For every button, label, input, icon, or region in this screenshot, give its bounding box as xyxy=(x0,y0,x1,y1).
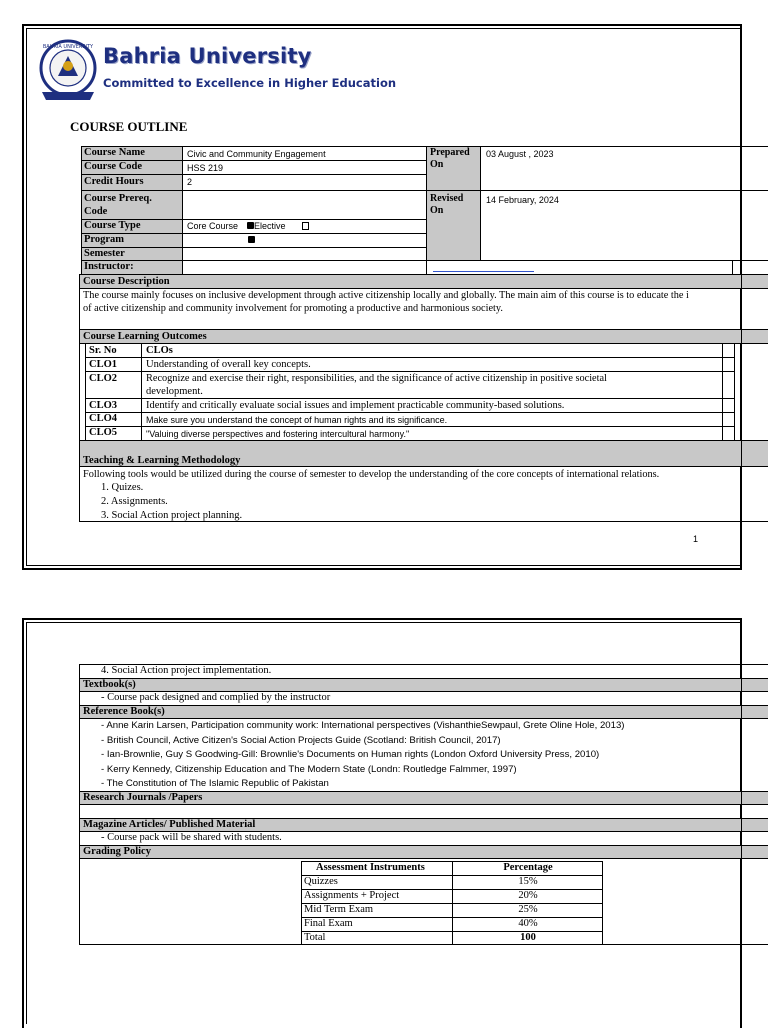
reference-heading: Reference Book(s) xyxy=(83,706,165,717)
clo-col-number: Sr. No xyxy=(89,345,117,356)
grading-instrument: Total xyxy=(304,932,326,943)
reference-item: - Anne Karin Larsen, Participation community work: International perspectives (VishanthieSewpaul, Grete Oline Hole, 2013) xyxy=(101,720,625,731)
grading-instrument: Quizzes xyxy=(304,876,338,887)
grading-col-percentage: Percentage xyxy=(503,862,553,873)
grading-percentage: 25% xyxy=(518,904,538,915)
instructor-email-link[interactable] xyxy=(433,271,534,272)
university-tagline: Committed to Excellence in Higher Education xyxy=(103,76,397,90)
clo-heading: Course Learning Outcomes xyxy=(83,331,207,342)
clo-row-text: Understanding of overall key concepts. xyxy=(146,359,311,370)
core-course-checkbox[interactable] xyxy=(247,222,254,229)
clo-row-text: Recognize and exercise their right, responsibilities, and the significance of active citizenship in positive societal xyxy=(146,373,607,384)
description-heading: Course Description xyxy=(83,276,170,287)
clo-row-number: CLO4 xyxy=(89,413,118,424)
instructor-label: Instructor: xyxy=(84,261,134,272)
university-logo xyxy=(34,36,102,106)
clo-row-text: Identify and critically evaluate social issues and implement practicable community-based solutions. xyxy=(146,400,565,411)
methodology-heading: Teaching & Learning Methodology xyxy=(83,455,241,466)
university-name: Bahria University xyxy=(103,44,312,68)
semester-label: Semester xyxy=(84,248,125,259)
revised-on-label-2: On xyxy=(430,205,444,216)
program-label: Program xyxy=(84,234,125,245)
grading-instrument: Assignments + Project xyxy=(304,890,400,901)
description-heading-shade xyxy=(79,274,768,288)
course-name-label: Course Name xyxy=(84,147,145,158)
course-code-label: Course Code xyxy=(84,161,143,172)
revised-on-label: Revised xyxy=(430,193,464,204)
course-type-label: Course Type xyxy=(84,220,141,231)
reference-item: - Kerry Kennedy, Citizenship Education and The Modern State (Londn: Routledge Falmmer, 1997) xyxy=(101,764,517,775)
grading-percentage: 20% xyxy=(518,890,538,901)
revised-on-value: 14 February, 2024 xyxy=(486,195,559,205)
magazine-item: - Course pack will be shared with students. xyxy=(101,832,282,843)
credit-hours-label: Credit Hours xyxy=(84,176,144,187)
course-code-value: HSS 219 xyxy=(187,163,224,173)
textbook-heading: Textbook(s) xyxy=(83,679,136,690)
grading-instrument: Mid Term Exam xyxy=(304,904,374,915)
grading-percentage: 15% xyxy=(518,876,538,887)
grading-percentage: 40% xyxy=(518,918,538,929)
prepared-on-label-2: On xyxy=(430,159,444,170)
clo-row-text: Make sure you understand the concept of human rights and its significance. xyxy=(146,415,448,425)
grading-percentage-total: 100 xyxy=(520,932,536,943)
prereq-label: Course Prereq. xyxy=(84,193,152,204)
course-type-elective: Elective xyxy=(254,221,286,231)
elective-checkbox[interactable] xyxy=(302,222,309,230)
program-checkbox[interactable] xyxy=(248,236,255,243)
clo-row-number: CLO1 xyxy=(89,359,118,370)
svg-text:BAHRIA UNIVERSITY: BAHRIA UNIVERSITY xyxy=(42,44,94,50)
methodology-item: 2. Assignments. xyxy=(101,496,168,507)
grading-col-instrument: Assessment Instruments xyxy=(316,862,425,873)
reference-item: - The Constitution of The Islamic Republic of Pakistan xyxy=(101,778,329,789)
document-title: COURSE OUTLINE xyxy=(70,119,188,134)
clo-row-number: CLO2 xyxy=(89,373,118,384)
methodology-intro: Following tools would be utilized during the course of semester to develop the understanding of the core concepts of international relations. xyxy=(83,469,660,480)
reference-item: - Ian-Brownlie, Guy S Goodwing-Gill: Brownlie's Documents on Human rights (London Oxford University Press, 2010) xyxy=(101,749,600,760)
reference-heading-shade xyxy=(79,705,768,718)
clo-row-text: "Valuing diverse perspectives and fostering intercultural harmony." xyxy=(146,429,410,439)
methodology-item: 4. Social Action project implementation. xyxy=(101,665,272,676)
description-line-2: of active citizenship and community involvement for promoting a productive and harmonious society. xyxy=(83,303,503,314)
clo-row-text-continued: development. xyxy=(146,386,203,397)
textbook-item: - Course pack designed and complied by the instructor xyxy=(101,692,331,703)
methodology-item: 1. Quizes. xyxy=(101,482,144,493)
course-type-core: Core Course xyxy=(187,221,239,231)
clo-row-number: CLO5 xyxy=(89,427,118,438)
grading-heading-shade xyxy=(79,845,768,858)
course-name-value: Civic and Community Engagement xyxy=(187,149,326,159)
page-number: 1 xyxy=(693,534,699,544)
prepared-on-value: 03 August , 2023 xyxy=(486,149,554,159)
description-line-1: The course mainly focuses on inclusive development through active citizenship locally and globally. The main aim of this course is to educate the i xyxy=(83,290,689,301)
grading-heading: Grading Policy xyxy=(83,846,151,857)
journals-heading: Research Journals /Papers xyxy=(83,792,203,803)
clo-col-text: CLOs xyxy=(146,345,173,356)
prereq-code-label: Code xyxy=(84,206,108,217)
reference-item: - British Council, Active Citizen's Social Action Projects Guide (Scotland: British Council, 2017) xyxy=(101,735,501,746)
credit-hours-value: 2 xyxy=(187,177,193,187)
grading-instrument: Final Exam xyxy=(304,918,353,929)
magazines-heading: Magazine Articles/ Published Material xyxy=(83,819,256,830)
methodology-item: 3. Social Action project planning. xyxy=(101,510,243,521)
textbook-heading-shade xyxy=(79,678,768,691)
clo-row-number: CLO3 xyxy=(89,400,118,411)
prepared-on-label: Prepared xyxy=(430,147,470,158)
